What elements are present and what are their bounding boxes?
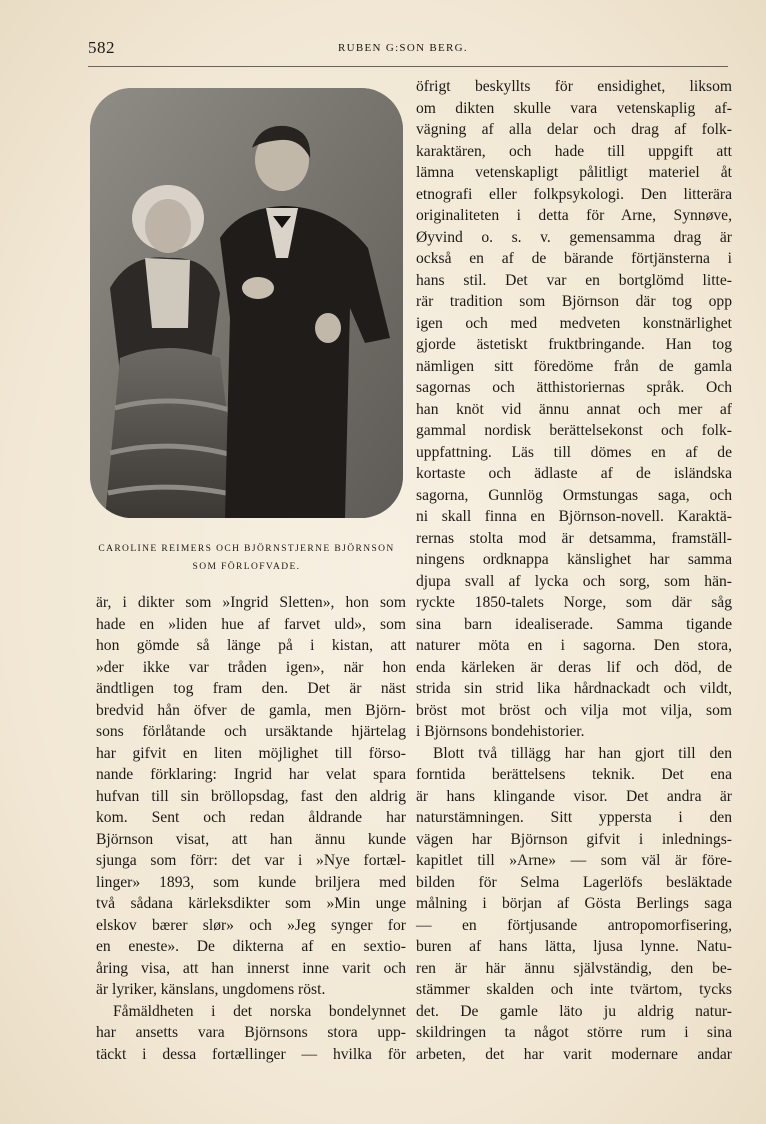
- portrait-photograph: [90, 88, 403, 518]
- text-line: arbeten, det har varit modernare andar: [416, 1045, 732, 1063]
- page-header: [88, 36, 728, 67]
- text-line: forntida berättelsens teknik. Det ena: [416, 766, 732, 783]
- text-line: täckt i dessa fortællinger — hvilka för: [96, 1045, 406, 1063]
- text-line: buren af hans lätta, ljusa lynne. Natu-: [416, 938, 732, 955]
- text-line: han knöt vid ännu annat och mer af: [416, 400, 732, 418]
- text-line: djupa svall af lycka och sorg, som hän-: [416, 572, 732, 590]
- text-line: åring visa, att han innerst inne varit och: [96, 959, 406, 977]
- figure-caption: [90, 540, 403, 576]
- caption-line: SOM FÖRLOFVADE.: [192, 562, 301, 572]
- text-line: öfrigt beskyllts för ensidighet, liksom: [416, 78, 732, 95]
- text-line: sjunga som förr: det var i »Nye fortæl-: [96, 852, 406, 869]
- text-line: hufvan till sin bröllopsdag, fast den aldrig: [96, 787, 406, 805]
- text-line: linger» 1893, som kunde briljera med: [96, 873, 406, 891]
- portrait-image: [90, 88, 403, 518]
- text-line: gammal nordisk berättelsekonst och folk-: [416, 422, 732, 439]
- text-line: uppfattning. Läs till dömes en af de: [416, 443, 732, 461]
- text-line: nande förklaring: Ingrid har velat spara: [96, 766, 406, 783]
- text-line: etnografi eller folkpsykologi. Den litterära: [416, 185, 732, 203]
- left-text-column: [96, 592, 406, 1065]
- text-line: en eneste». De dikterna af en sextio-: [96, 938, 406, 955]
- text-line: i Björnsons bondehistorier.: [416, 723, 585, 740]
- text-line: enda kärleken är deras lif och död, de: [416, 658, 732, 676]
- text-line: Øyvind o. s. v. gemensamma drag är: [416, 228, 732, 246]
- text-line: originaliteten i detta för Arne, Synnøve,: [416, 207, 732, 224]
- text-line: kortaste och ädlaste af de isländska: [416, 465, 732, 482]
- text-line: bredvid hån öfver de gamla, men Björn-: [96, 701, 406, 719]
- text-line: gjorde ästetiskt fruktbringande. Han tog: [416, 336, 732, 353]
- text-line: hon gömde så länge på i kistan, att: [96, 637, 406, 654]
- text-line: stämmer skalden och inte tvärtom, tycks: [416, 981, 732, 998]
- text-line: har gifvit en liten möjlighet till förso-: [96, 744, 406, 762]
- page-number: 582: [88, 38, 115, 57]
- text-line: ningens ordknappa känslighet har samma: [416, 551, 732, 568]
- text-line: elskov bærer slør» och »Jeg synger for: [96, 916, 406, 934]
- text-line: hade en »liden hue af farvet uld», som: [96, 615, 406, 633]
- text-line: sagorna, Gunnlög Ormstungas saga, och: [416, 486, 732, 504]
- text-line: ni skall finna en Björnson-novell. Karaktä-: [416, 508, 732, 525]
- text-line: rär tradition som Björnson där tog opp: [416, 293, 732, 310]
- text-line: kapitlet till »Arne» — som väl är före-: [416, 852, 732, 869]
- text-line: kom. Sent och redan åldrande har: [96, 809, 406, 826]
- text-line: också en af de bärande förtjänsterna i: [416, 250, 732, 267]
- text-line: Björnson visat, att han ännu kunde: [96, 830, 406, 848]
- text-line: målning i början af Gösta Berlings saga: [416, 895, 732, 912]
- text-line: sons förlåtande och ursäktande hjärtelag: [96, 723, 406, 740]
- text-line: vägning af alla delar och drag af folk-: [416, 121, 732, 138]
- running-head: RUBEN G:SON BERG.: [338, 42, 468, 54]
- text-line: är hans klingande visor. Det andra är: [416, 787, 732, 805]
- caption-line: CAROLINE REIMERS OCH BJÖRNSTJERNE BJÖRNSON: [98, 544, 395, 554]
- text-line: — en förtjusande antropomorfisering,: [416, 916, 732, 934]
- text-line: naturer möta en i sagorna. Den stora,: [416, 637, 732, 654]
- text-line: ryckte 1850-talets Norge, som där såg: [416, 594, 732, 611]
- right-text-column: [416, 76, 732, 1065]
- text-line: är, i dikter som »Ingrid Sletten», hon som: [96, 594, 406, 611]
- text-line: »der ikke var tråden igen», när hon: [96, 658, 406, 676]
- text-line: karaktären, och hade till uppgift att: [416, 142, 732, 160]
- text-line: två sådana kärleksdikter som »Min unge: [96, 895, 406, 912]
- text-line: sagornas och ätthistoriernas språk. Och: [416, 379, 732, 396]
- text-line: Fåmäldheten i det norska bondelynnet: [113, 1002, 406, 1020]
- text-line: Blott två tillägg har han gjort till den: [433, 744, 732, 762]
- text-line: vägen har Björnson gifvit i inlednings-: [416, 830, 732, 848]
- text-line: om dikten skulle vara vetenskaplig af-: [416, 99, 732, 117]
- text-line: hans stil. Det var en bortglömd litte-: [416, 271, 732, 289]
- text-line: är lyriker, känslans, ungdomens röst.: [96, 981, 326, 998]
- text-line: det. De gamle läto ju aldrig natur-: [416, 1002, 732, 1020]
- text-line: har ansetts vara Björnsons stora upp-: [96, 1024, 406, 1041]
- text-line: naturstämningen. Sitt yppersta i den: [416, 809, 732, 826]
- text-line: sina barn idealiserade. Samma tigande: [416, 615, 732, 633]
- text-line: ren är här ännu självständig, den be-: [416, 959, 732, 977]
- text-line: rernas stolta mod är detsamma, framställ-: [416, 529, 732, 547]
- text-line: nämligen sitt föredöme från de gamla: [416, 357, 732, 375]
- text-line: strida sin strid lika hårdnackadt och vildt,: [416, 680, 732, 697]
- text-line: bilden för Selma Lagerlöfs besläktade: [416, 873, 732, 891]
- text-line: ändtligen tog fram den. Det är näst: [96, 680, 406, 697]
- text-line: bröst mot bröst och vilja mot vilja, som: [416, 701, 732, 719]
- text-line: igen och med medveten konstnärlighet: [416, 314, 732, 332]
- text-line: lämna vetenskapligt pålitligt materiel åt: [416, 164, 732, 181]
- text-line: skildringen ta något större rum i sina: [416, 1024, 732, 1041]
